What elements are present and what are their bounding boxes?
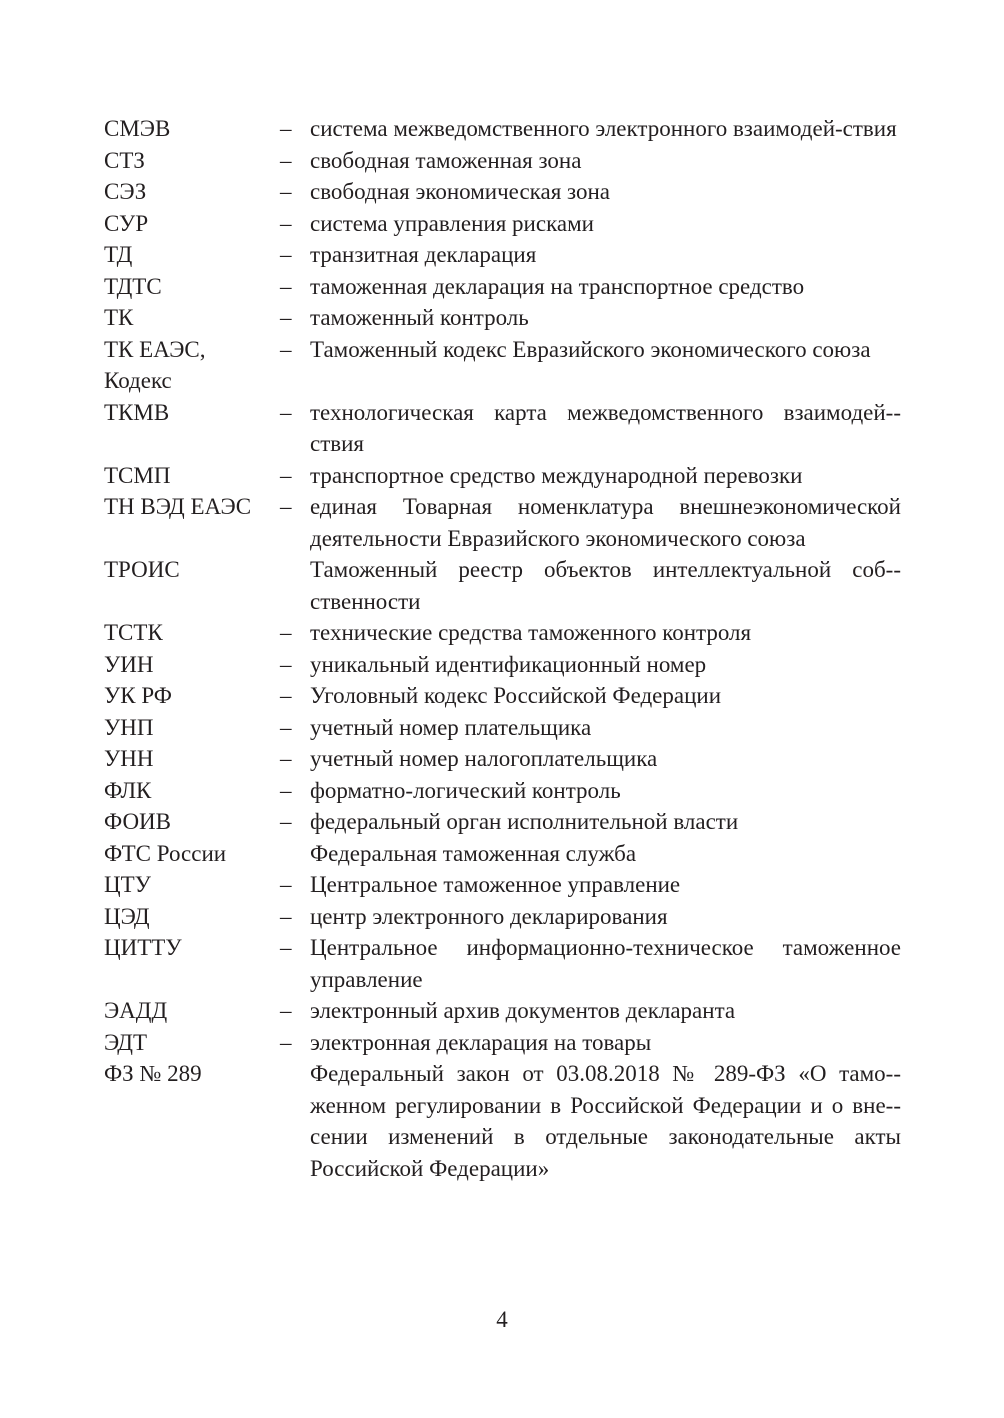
list-item [104,176,901,208]
abbreviation: ТРОИС [104,557,180,582]
dash: – [280,305,292,330]
abbreviation: ТДТС [104,273,162,299]
list-item [104,806,901,838]
definition: центр электронного декларирования [310,903,668,929]
dash: – [280,714,292,740]
abbreviation: УНН [104,746,154,771]
list-item [104,869,901,901]
abbreviation: ТСТК [104,620,163,645]
definition: свободная таможенная зона [310,147,582,173]
dash: – [280,179,292,204]
dash: – [280,998,292,1023]
list-item [104,617,901,649]
definition: Уголовный кодекс Российской Федерации [310,683,722,708]
definition: таможенная декларация на транспортное средство [310,273,805,299]
definition: Центральное информационно-техническое таможенное управление [310,935,901,992]
definition: система управления рисками [310,210,594,236]
abbreviation: ФТС России [104,840,227,866]
list-item [104,680,901,712]
abbreviation: ФОИВ [104,809,172,834]
list-item [104,145,901,177]
definition: Федеральная таможенная служба [310,840,637,866]
dash: – [280,210,292,236]
abbreviation: УИН [104,651,154,677]
definition: транспортное средство международной перевозки [310,462,803,488]
list-item [104,208,901,240]
list-item [104,397,901,460]
dash: – [280,809,292,834]
list-item [104,1027,901,1059]
list-item [104,775,901,807]
definition: электронный архив документов декларанта [310,998,736,1023]
dash: – [280,273,292,299]
abbreviation: ЭДТ [104,1029,147,1055]
dash: – [280,1029,292,1055]
abbreviations-list [104,113,901,1184]
list-item [104,271,901,303]
abbreviation: СТЗ [104,147,145,173]
dash: – [280,336,292,362]
dash: – [280,935,292,960]
abbreviation: ТКМВ [104,399,170,425]
dash: – [280,147,292,173]
dash: – [280,903,292,929]
definition: технологическая карта межведомственного взаимодей-ствия [310,399,901,456]
dash: – [280,462,292,488]
dash: – [280,494,292,519]
page-number: 4 [496,1307,508,1332]
list-item [104,491,901,554]
list-item [104,743,901,775]
list-item [104,995,901,1027]
list-item [104,460,901,492]
list-item [104,302,901,334]
abbreviation: ЦЭД [104,903,150,929]
definition: свободная экономическая зона [310,179,610,204]
definition: Федеральный закон от 03.08.2018 № 289-ФЗ «О тамо-женном регулировании в Российской Федерации и о вне-сении изменений в отдельные законодательные акты Российской Федерации» [310,1061,901,1181]
dash: – [280,683,292,708]
definition: учетный номер плательщика [310,714,592,740]
list-item [104,649,901,681]
definition: Центральное таможенное управление [310,872,681,897]
definition: технические средства таможенного контроля [310,620,752,645]
list-item [104,554,901,617]
definition: электронная декларация на товары [310,1029,652,1055]
definition: таможенный контроль [310,305,529,330]
abbreviation: ТК [104,305,134,330]
list-item [104,334,901,397]
list-item [104,239,901,271]
abbreviation: ТД [104,242,133,267]
abbreviation: ТК ЕАЭС, Кодекс [104,336,206,393]
dash: – [280,746,292,771]
list-item [104,712,901,744]
definition: форматно-логический контроль [310,777,621,803]
definition: Таможенный реестр объектов интеллектуальной соб-ственности [310,557,901,614]
abbreviation: УК РФ [104,683,172,708]
abbreviation: УНП [104,714,154,740]
abbreviation: ЭАДД [104,998,168,1023]
dash: – [280,620,292,645]
abbreviation: ФЗ № 289 [104,1061,202,1086]
list-item [104,932,901,995]
dash: – [280,116,292,141]
abbreviation: СЭЗ [104,179,147,204]
dash: – [280,651,292,677]
abbreviation: ТСМП [104,462,171,488]
list-item [104,901,901,933]
abbreviation: ЦТУ [104,872,151,897]
definition: учетный номер налогоплательщика [310,746,658,771]
list-item [104,113,901,145]
definition: Таможенный кодекс Евразийского экономического союза [310,336,871,362]
definition: федеральный орган исполнительной власти [310,809,739,834]
definition: единая Товарная номенклатура внешнеэкономической деятельности Евразийского экономического союза [310,494,901,551]
abbreviation: ТН ВЭД ЕАЭС [104,494,252,519]
abbreviation: СУР [104,210,149,236]
definition: уникальный идентификационный номер [310,651,707,677]
list-item [104,1058,901,1184]
definition: транзитная декларация [310,242,537,267]
abbreviation: ФЛК [104,777,152,803]
abbreviation: ЦИТТУ [104,935,182,960]
dash: – [280,242,292,267]
dash: – [280,399,292,425]
definition: система межведомственного электронного взаимодей-ствия [310,116,897,141]
dash: – [280,872,292,897]
abbreviation: СМЭВ [104,116,171,141]
dash: – [280,777,292,803]
list-item [104,838,901,870]
